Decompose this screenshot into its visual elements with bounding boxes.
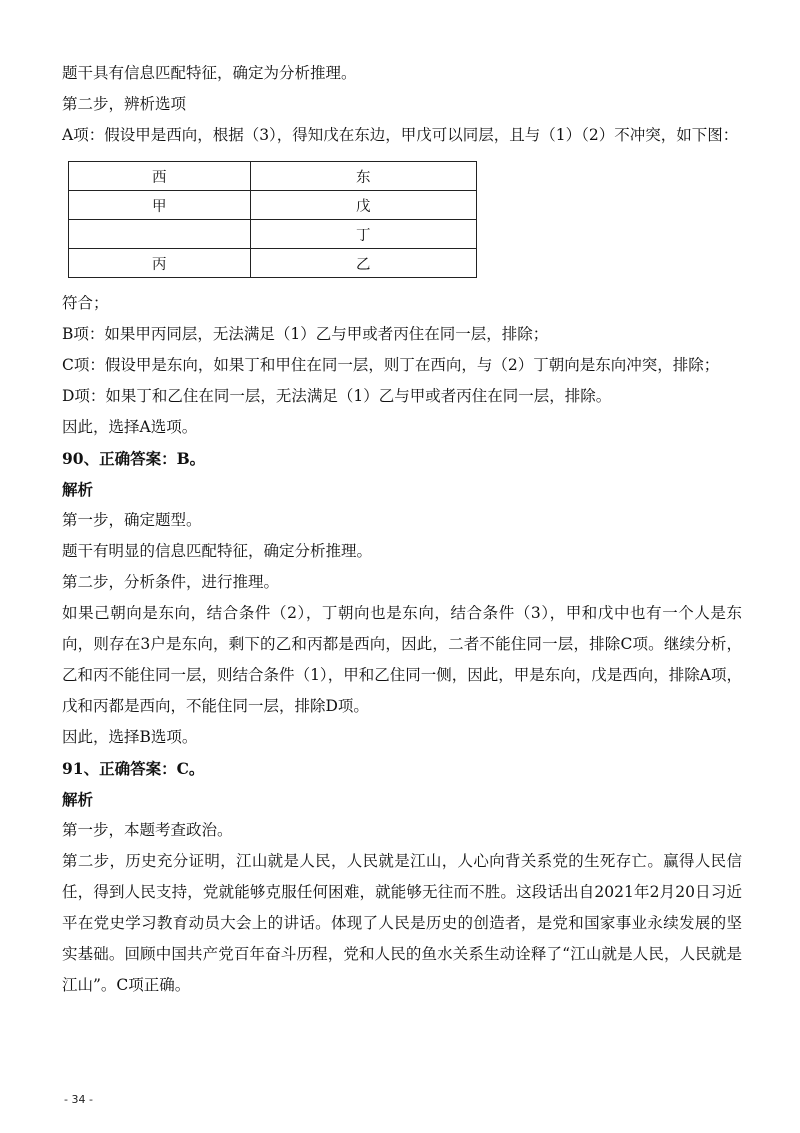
document-body [62, 58, 742, 1001]
q90-feature: 题干有明显的信息匹配特征，确定分析推理。 [62, 542, 373, 560]
q91-step1: 第一步，本题考查政治。 [62, 821, 233, 839]
step2-heading: 第二步，辨析选项 [62, 95, 187, 113]
q90-step2: 第二步，分析条件，进行推理。 [62, 573, 280, 591]
table-cell: 戊 [250, 191, 476, 220]
table-cell: 乙 [250, 249, 476, 278]
orientation-table [68, 161, 477, 278]
table-row [69, 220, 477, 249]
table-row [69, 249, 477, 278]
q91-step2: 第二步，历史充分证明，江山就是人民，人民就是江山，人心向背关系党的生死存亡。赢得人民信任，得到人民支持，党就能够克服任何困难，就能够无往而不胜。这段话出自2021年2月20日习近平在党史学习教育动员大会上的讲话。体现了人民是历史的创造者，是党和国家事业永续发展的坚实基础。回顾中国共产党百年奋斗历程，党和人民的鱼水关系生动诠释了“江山就是人民，人民就是江山”。C项正确。 [62, 852, 742, 994]
option-b-text: B项：如果甲丙同层，无法满足（1）乙与甲或者丙住在同一层，排除； [62, 325, 549, 343]
page-number: - 34 - [64, 1093, 93, 1106]
table-cell: 丙 [69, 249, 251, 278]
table-cell: 东 [250, 162, 476, 191]
table-cell: 丁 [250, 220, 476, 249]
q91-answer: 91、正确答案：C。 [62, 759, 205, 778]
option-d-text: D项：如果丁和乙住在同一层，无法满足（1）乙与甲或者丙住在同一层，排除。 [62, 387, 612, 405]
intro-line: 题干具有信息匹配特征，确定为分析推理。 [62, 64, 357, 82]
table-cell [69, 220, 251, 249]
option-c-text: C项：假设甲是东向，如果丁和甲住在同一层，则丁在西向，与（2）丁朝向是东向冲突，排除； [62, 356, 720, 374]
table-row [69, 191, 477, 220]
q90-conclusion: 因此，选择B选项。 [62, 728, 198, 746]
q90-answer: 90、正确答案：B。 [62, 449, 206, 468]
q90-reasoning: 如果己朝向是东向，结合条件（2），丁朝向也是东向，结合条件（3），甲和戊中也有一个人是东向，则存在3户是东向，剩下的乙和丙都是西向，因此，二者不能住同一层，排除C项。继续分析，乙和丙不能住同一层，则结合条件（1），甲和乙住同一侧，因此，甲是东向，戊是西向，排除A项，戊和丙都是西向，不能住同一层，排除D项。 [62, 604, 742, 715]
q90-step1: 第一步，确定题型。 [62, 511, 202, 529]
q91-analysis-heading: 解析 [62, 790, 94, 809]
fit-text: 符合； [62, 294, 109, 312]
table-cell: 西 [69, 162, 251, 191]
table-header-row [69, 162, 477, 191]
q90-analysis-heading: 解析 [62, 480, 94, 499]
option-a-text: A项：假设甲是西向，根据（3），得知戊在东边，甲戊可以同层，且与（1）（2）不冲突，如下图： [62, 126, 739, 144]
conclusion-text: 因此，选择A选项。 [62, 418, 198, 436]
table-cell: 甲 [69, 191, 251, 220]
